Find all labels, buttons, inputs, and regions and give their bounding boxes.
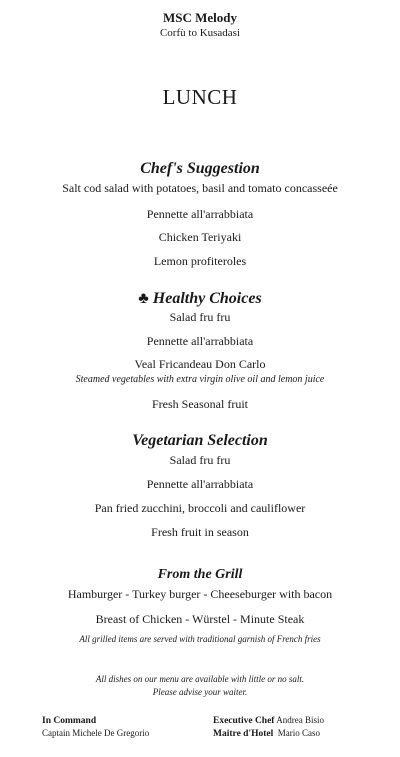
menu-item: Salad fru fru xyxy=(169,310,231,324)
section-title-healthy-choices: ♣ Healthy Choices xyxy=(138,290,262,307)
menu-item: Fresh Seasonal fruit xyxy=(152,397,248,411)
menu-item: Pennette all'arrabbiata xyxy=(146,207,254,221)
menu-item: Fresh fruit in season xyxy=(151,525,249,539)
in-command-label: In Command xyxy=(42,716,97,726)
route: Corfù to Kusadasi xyxy=(159,27,241,39)
menu-item: Pennette all'arrabbiata xyxy=(146,334,254,348)
menu-item: Pennette all'arrabbiata xyxy=(146,477,254,491)
menu-item: Salt cod salad with potatoes, basil and tomato concasseée xyxy=(62,181,338,195)
captain-name: Captain Michele De Gregorio xyxy=(42,728,150,738)
menu-item: Breast of Chicken - Würstel - Minute Steak xyxy=(95,612,305,626)
meal-title: LUNCH xyxy=(162,85,238,109)
club-icon: ♣ xyxy=(138,290,149,307)
menu-item: Chicken Teriyaki xyxy=(158,230,242,244)
section-title-vegetarian: Vegetarian Selection xyxy=(132,432,268,449)
grill-note: All grilled items are served with traditional garnish of French fries xyxy=(79,634,321,644)
menu-item: Lemon profiteroles xyxy=(153,254,247,268)
menu-item: Pan fried zucchini, broccoli and cauliflower xyxy=(94,501,306,515)
menu-item: Veal Fricandeau Don Carlo xyxy=(134,357,266,371)
executive-chef: Executive Chef Andrea Bisio xyxy=(213,715,324,726)
waiter-note: Please advise your waiter. xyxy=(152,687,248,697)
ship-name: MSC Melody xyxy=(162,10,238,25)
menu-item: Salad fru fru xyxy=(169,453,231,467)
menu-item: Hamburger - Turkey burger - Cheeseburger with bacon xyxy=(67,587,333,601)
section-title-grill: From the Grill xyxy=(157,567,243,582)
maitre-d-hotel: Maitre d'Hotel Mario Caso xyxy=(213,728,320,739)
item-note: Steamed vegetables with extra virgin olive oil and lemon juice xyxy=(75,374,325,385)
section-title-chefs-suggestion: Chef's Suggestion xyxy=(140,160,260,177)
salt-note: All dishes on our menu are available with little or no salt. xyxy=(95,674,305,684)
